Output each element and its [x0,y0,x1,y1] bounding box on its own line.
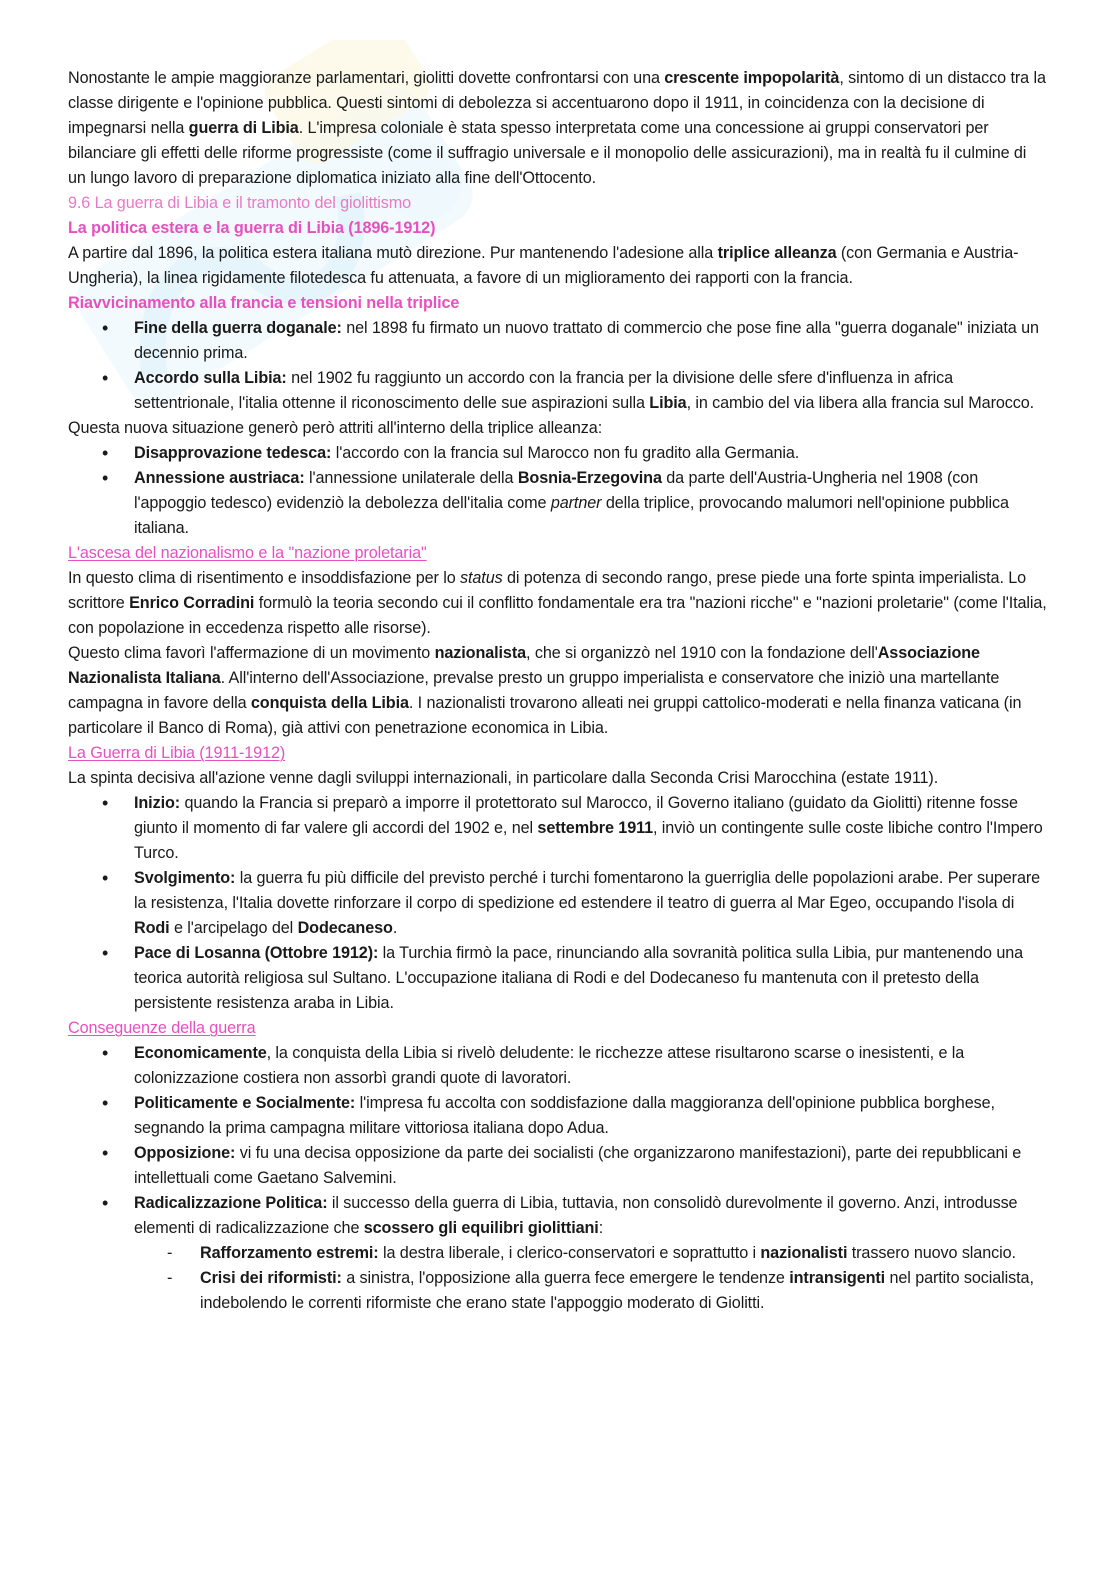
list-item: • Accordo sulla Libia: nel 1902 fu raggiunto un accordo con la francia per la divisione delle sfere d'influenza in africa settentrionale, l'italia ottenne il riconoscimento delle sue aspirazioni sulla Libia, in cambio del via libera alla francia sul Marocco. [68,366,1048,416]
heading-libya-war: La Guerra di Libia (1911-1912) [68,744,286,762]
libya-war-paragraph: La spinta decisiva all'azione venne dagli sviluppi internazionali, in particolare dalla Seconda Crisi Marocchina (estate 1911). [68,769,939,787]
intro-paragraph: Nonostante le ampie maggioranze parlamentari, giolitti dovette confrontarsi con una crescente impopolarità, sintomo di un distacco tra la classe dirigente e l'opinione pubblica. Questi sintomi di debolezza si accentuarono dopo il 1911, in coincidenza con la decisione di impegnarsi nella guerra di Libia. L'impresa coloniale è stata spesso interpretata come una concessione ai gruppi conservatori per bilanciare gli effetti delle riforme progressiste (come il suffragio universale e il monopolio delle assicurazioni), ma in realtà fu il culmine di un lungo lavoro di preparazione diplomatica iniziato alla fine dell'Ottocento. [68,69,1046,187]
list-item: • Opposizione: vi fu una decisa opposizione da parte dei socialisti (che organizzarono manifestazioni), parte dei repubblicani e intellettuali come Gaetano Salvemini. [68,1141,1048,1191]
document-body [68,66,1048,1316]
libya-war-list [68,791,1048,1016]
nationalism-paragraph-1: In questo clima di risentimento e insoddisfazione per lo status di potenza di secondo rango, prese piede una forte spinta imperialista. Lo scrittore Enrico Corradini formulò la teoria secondo cui il conflitto fondamentale era tra "nazioni ricche" e "nazioni proletarie" (come l'Italia, con popolazione in eccedenza rispetto alle risorse). [68,569,1047,637]
radicalization-sublist [134,1241,1048,1316]
list-item: • Fine della guerra doganale: nel 1898 fu firmato un nuovo trattato di commercio che pose fine alla "guerra doganale" iniziata un decennio prima. [68,316,1048,366]
rapprochement-list [68,316,1048,416]
list-item: • Annessione austriaca: l'annessione unilaterale della Bosnia-Erzegovina da parte dell'Austria-Ungheria nel 1908 (con l'appoggio tedesco) evidenziò la debolezza dell'italia come partner della triplice, provocando malumori nell'opinione pubblica italiana. [68,466,1048,541]
list-item: • Pace di Losanna (Ottobre 1912): la Turchia firmò la pace, rinunciando alla sovranità politica sulla Libia, pur mantenendo una teorica autorità religiosa sul Sultano. L'occupazione italiana di Rodi e del Dodecaneso fu mantenuta con il pretesto della persistente resistenza araba in Libia. [68,941,1048,1016]
heading-nationalism: L'ascesa del nazionalismo e la "nazione proletaria" [68,544,427,562]
sublist-item: - Rafforzamento estremi: la destra liberale, i clerico-conservatori e soprattutto i nazionalisti trassero nuovo slancio. [134,1241,1048,1266]
foreign-policy-paragraph: A partire dal 1896, la politica estera italiana mutò direzione. Pur mantenendo l'adesione alla triplice alleanza (con Germania e Austria-Ungheria), la linea rigidamente filotedesca fu attenuata, a favore di un miglioramento dei rapporti con la francia. [68,244,1019,287]
section-title: 9.6 La guerra di Libia e il tramonto del giolittismo [68,194,412,212]
consequences-list [68,1041,1048,1316]
heading-consequences: Conseguenze della guerra [68,1019,256,1037]
triplice-tension-paragraph: Questa nuova situazione generò però attriti all'interno della triplice alleanza: [68,419,603,437]
heading-rapprochement: Riavvicinamento alla francia e tensioni nella triplice [68,294,460,312]
list-item: • Disapprovazione tedesca: l'accordo con la francia sul Marocco non fu gradito alla Germania. [68,441,1048,466]
list-item: • Radicalizzazione Politica: il successo della guerra di Libia, tuttavia, non consolidò durevolmente il governo. Anzi, introdusse elementi di radicalizzazione che scossero gli equilibri giolittiani: - Rafforzamento estremi: la destra liberale, i clerico-conservatori e soprattutto i nazionalisti trassero nuovo slancio. - Crisi dei riformisti: a sinistra, l'opposizione alla guerra fece emergere le tendenze intransigenti nel partito socialista, indebolendo le correnti riformiste che erano state l'appoggio moderato di Giolitti. [68,1191,1048,1316]
heading-foreign-policy: La politica estera e la guerra di Libia (1896-1912) [68,219,436,237]
list-item: • Inizio: quando la Francia si preparò a imporre il protettorato sul Marocco, il Governo italiano (guidato da Giolitti) ritenne fosse giunto il momento di far valere gli accordi del 1902 e, nel settembre 1911, inviò un contingente sulle coste libiche contro l'Impero Turco. [68,791,1048,866]
list-item: • Svolgimento: la guerra fu più difficile del previsto perché i turchi fomentarono la guerriglia delle popolazioni arabe. Per superare la resistenza, l'Italia dovette rinforzare il corpo di spedizione ed estendere il teatro di guerra al Mar Egeo, occupando l'isola di Rodi e l'arcipelago del Dodecaneso. [68,866,1048,941]
sublist-item: - Crisi dei riformisti: a sinistra, l'opposizione alla guerra fece emergere le tendenze intransigenti nel partito socialista, indebolendo le correnti riformiste che erano state l'appoggio moderato di Giolitti. [134,1266,1048,1316]
list-item: • Politicamente e Socialmente: l'impresa fu accolta con soddisfazione dalla maggioranza dell'opinione pubblica borghese, segnando la prima campagna militare vittoriosa italiana dopo Adua. [68,1091,1048,1141]
tension-list [68,441,1048,541]
list-item: • Economicamente, la conquista della Libia si rivelò deludente: le ricchezze attese risultarono scarse o inesistenti, e la colonizzazione costiera non assorbì grandi quote di lavoratori. [68,1041,1048,1091]
nationalism-paragraph-2: Questo clima favorì l'affermazione di un movimento nazionalista, che si organizzò nel 1910 con la fondazione dell'Associazione Nazionalista Italiana. All'interno dell'Associazione, prevalse presto un gruppo imperialista e conservatore che iniziò una martellante campagna in favore della conquista della Libia. I nazionalisti trovarono alleati nei gruppi cattolico-moderati e nella finanza vaticana (in particolare il Banco di Roma), già attivi con penetrazione economica in Libia. [68,644,1022,737]
